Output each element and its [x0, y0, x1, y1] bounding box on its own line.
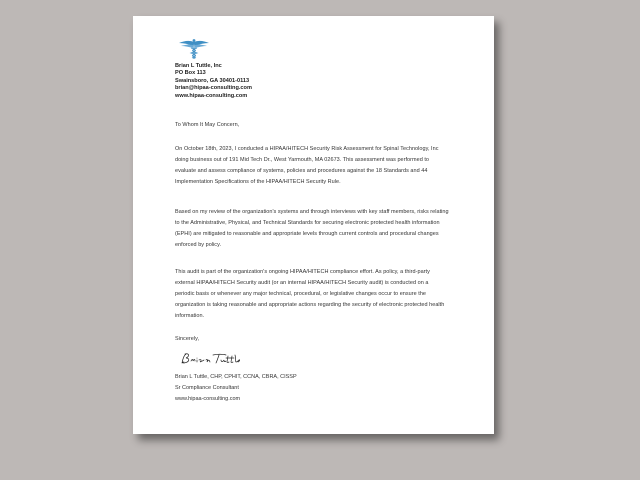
letterhead-address: [175, 63, 252, 100]
greeting: To Whom It May Concern,: [175, 122, 240, 128]
company-name: Brian L Tuttle, Inc: [175, 63, 222, 69]
handwritten-signature: [179, 352, 241, 366]
signer-title: Sr Compliance Consultant: [175, 385, 239, 391]
closing: Sincerely,: [175, 336, 200, 342]
caduceus-icon: [178, 38, 210, 60]
website-address: www.hipaa-consulting.com: [175, 92, 248, 99]
email-address: brian@hipaa-consulting.com: [175, 85, 252, 92]
paragraph-2: Based on my review of the organization's systems and through interviews with key staff members, risks relating to the Administrative, Physical, and Technical Standards for securing electronic protected health information (EPHI) are mitigated to reasonable and appropriate levels through current controls and procedural changes enforced by policy.: [175, 209, 449, 248]
letter-page: [133, 16, 494, 434]
signature-block: [175, 372, 297, 405]
paragraph-1: On October 18th, 2023, I conducted a HIPAA/HITECH Security Risk Assessment for Spinal Technology, Inc doing business out of 191 Mid Tech Dr., West Yarmouth, MA 02673. This assessment was performed to evaluate and assess compliance of systems, policies and procedures against the 18 Standards and 44 Implementation Specifications of the HIPAA/HITECH Security Rule.: [175, 146, 439, 185]
city-state-zip: Swainsboro, GA 30401-0113: [175, 77, 250, 84]
signer-name: Brian L Tuttle, CHP, CPHIT, CCNA, CBRA, CISSP: [175, 374, 297, 380]
signer-website: www.hipaa-consulting.com: [175, 396, 241, 402]
paragraph-3: This audit is part of the organization's ongoing HIPAA/HITECH compliance effort. As policy, a third-party external HIPAA/HITECH Security audit (or an internal HIPAA/HITECH Security audit) is conducted on a periodic basis or whenever any major technical, procedural, or legislative changes occur to ensure the organization is taking reasonable and appropriate actions regarding the security of electronic protected health information.: [175, 269, 445, 319]
po-box: PO Box 113: [175, 70, 206, 77]
